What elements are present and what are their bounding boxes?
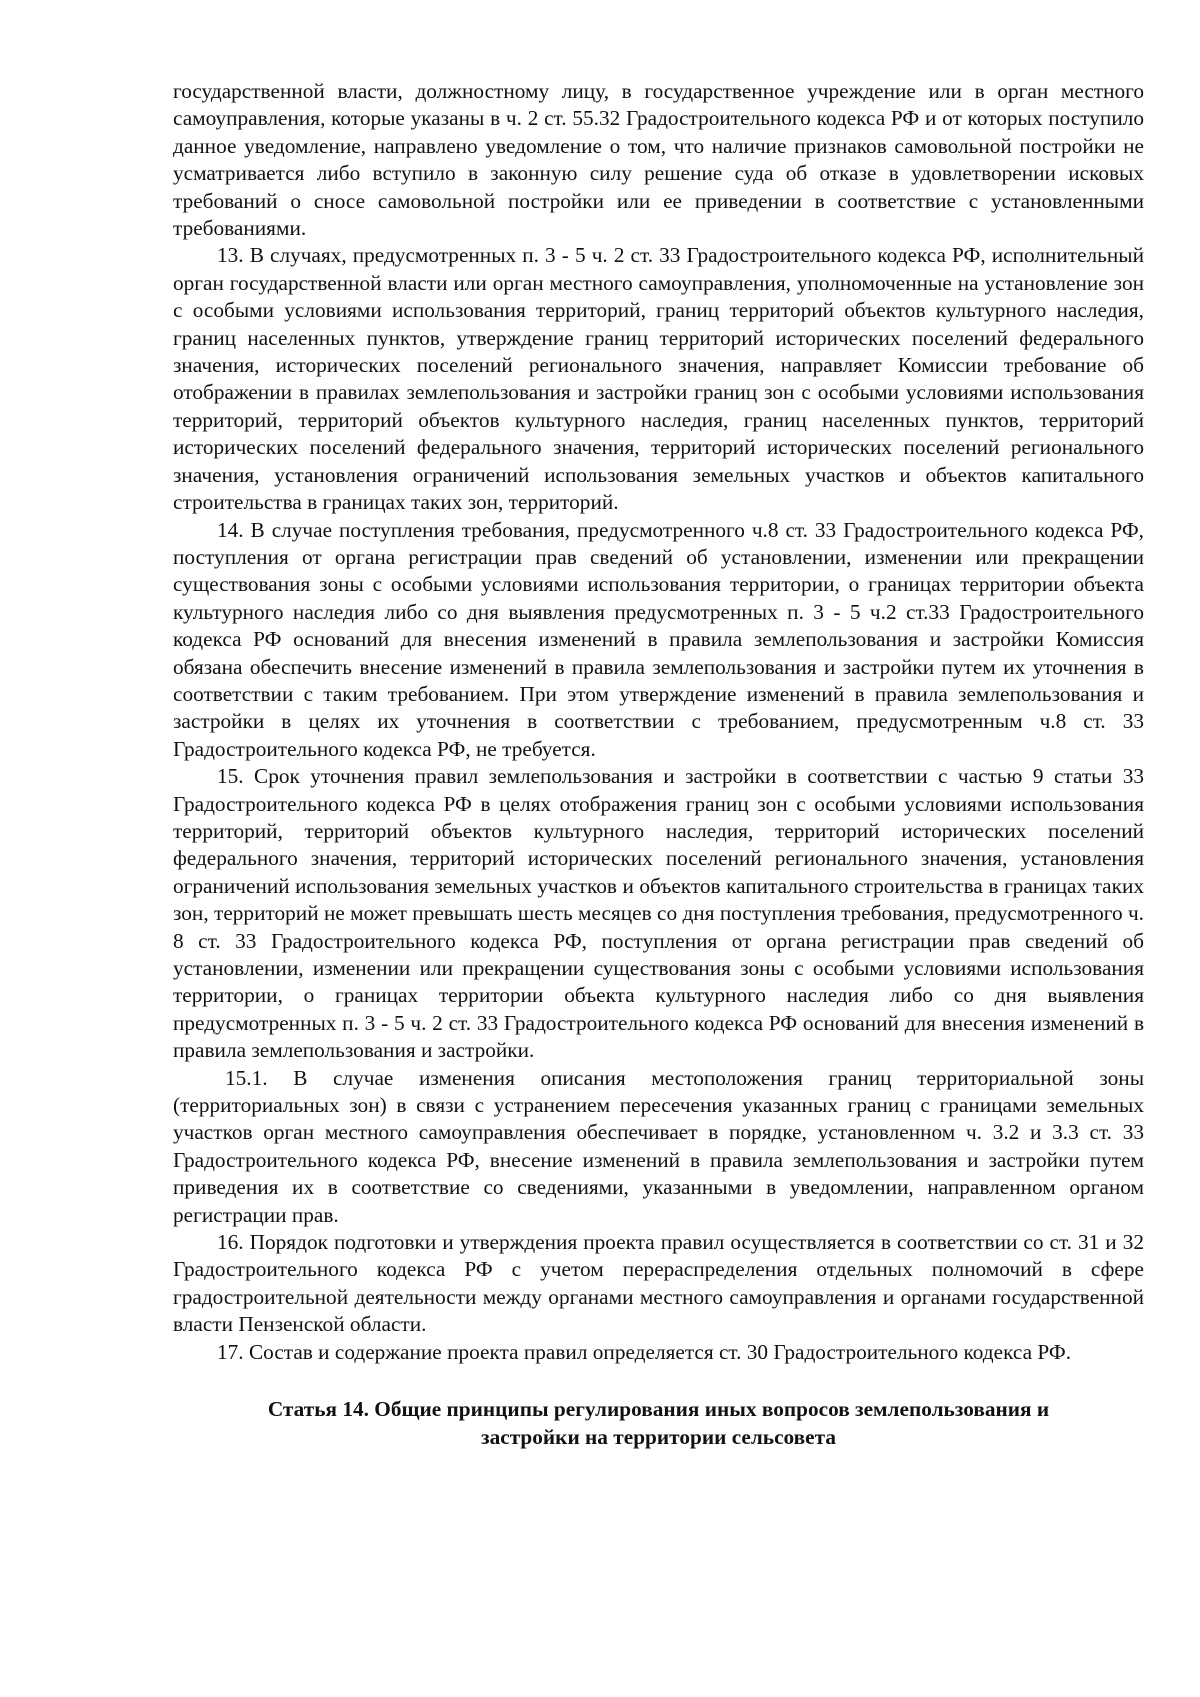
paragraph-13: 13. В случаях, предусмотренных п. 3 - 5 ч. 2 ст. 33 Градостроительного кодекса РФ, исполнительный орган государственной власти или орган местного самоуправления, уполномоченные на установление зон с особыми условиями использования территорий, границ территорий объектов культурного наследия, границ населенных пунктов, утверждение границ территорий исторических поселений федерального значения, исторических поселений регионального значения, направляет Комиссии требование об отображении в правилах землепользования и застройки границ зон с особыми условиями использования территорий, территорий объектов культурного наследия, границ населенных пунктов, территорий исторических поселений федерального значения, территорий исторических поселений регионального значения, установления ограничений использования земельных участков и объектов капитального строительства в границах таких зон, территорий. (173, 243, 1144, 515)
document-page (173, 78, 1144, 1451)
article-heading-line-1: Статья 14. Общие принципы регулирования иных вопросов землепользования и (267, 1397, 1050, 1422)
paragraph-15-1: 15.1. В случае изменения описания местоположения границ территориальной зоны (территориальных зон) в связи с устранением пересечения указанных границ с границами земельных участков орган местного самоуправления обеспечивает в порядке, установленном ч. 3.2 и 3.3 ст. 33 Градостроительного кодекса РФ, внесение изменений в правила землепользования и застройки путем приведения их в соответствие со сведениями, указанными в уведомлении, направленном органом регистрации прав. (173, 1065, 1144, 1227)
paragraph-17: 17. Состав и содержание проекта правил определяется ст. 30 Градостроительного кодекса РФ. (217, 1339, 1072, 1364)
continuation-paragraph: государственной власти, должностному лицу, в государственное учреждение или в орган местного самоуправления, которые указаны в ч. 2 ст. 55.32 Градостроительного кодекса РФ и от которых поступило данное уведомление, направлено уведомление о том, что наличие признаков самовольной постройки не усматривается либо вступило в законную силу решение суда об отказе в удовлетворении исковых требований о сносе самовольной постройки или ее приведении в соответствие с установленными требованиями. (173, 79, 1144, 241)
paragraph-16: 16. Порядок подготовки и утверждения проекта правил осуществляется в соответствии со ст. 31 и 32 Градостроительного кодекса РФ с учетом перераспределения отдельных полномочий в сфере градостроительной деятельности между органами местного самоуправления и органами государственной власти Пензенской области. (173, 1230, 1144, 1337)
paragraph-15: 15. Срок уточнения правил землепользования и застройки в соответствии с частью 9 статьи 33 Градостроительного кодекса РФ в целях отображения границ зон с особыми условиями использования территорий, территорий объектов культурного наследия, территорий исторических поселений федерального значения, территорий исторических поселений регионального значения, установления ограничений использования земельных участков и объектов капитального строительства в границах таких зон, территорий не может превышать шесть месяцев со дня поступления требования, предусмотренного ч. 8 ст. 33 Градостроительного кодекса РФ, поступления от органа регистрации прав сведений об установлении, изменении или прекращении существования зоны с особыми условиями использования территории, о границах территории объекта культурного наследия либо со дня выявления предусмотренных п. 3 - 5 ч. 2 ст. 33 Градостроительного кодекса РФ оснований для внесения изменений в правила землепользования и застройки. (173, 764, 1144, 1063)
paragraph-14: 14. В случае поступления требования, предусмотренного ч.8 ст. 33 Градостроительного кодекса РФ, поступления от органа регистрации прав сведений об установлении, изменении или прекращении существования зоны с особыми условиями использования территории, о границах территории объекта культурного наследия либо со дня выявления предусмотренных п. 3 - 5 ч.2 ст.33 Градостроительного кодекса РФ оснований для внесения изменений в правила землепользования и застройки Комиссия обязана обеспечить внесение изменений в правила землепользования и застройки путем их уточнения в соответствии с таким требованием. При этом утверждение изменений в правила землепользования и застройки в целях их уточнения в соответствии с требованием, предусмотренным ч.8 ст. 33 Градостроительного кодекса РФ, не требуется. (173, 517, 1144, 761)
article-heading (173, 1396, 1144, 1451)
article-heading-line-2: застройки на территории сельсовета (481, 1424, 836, 1449)
